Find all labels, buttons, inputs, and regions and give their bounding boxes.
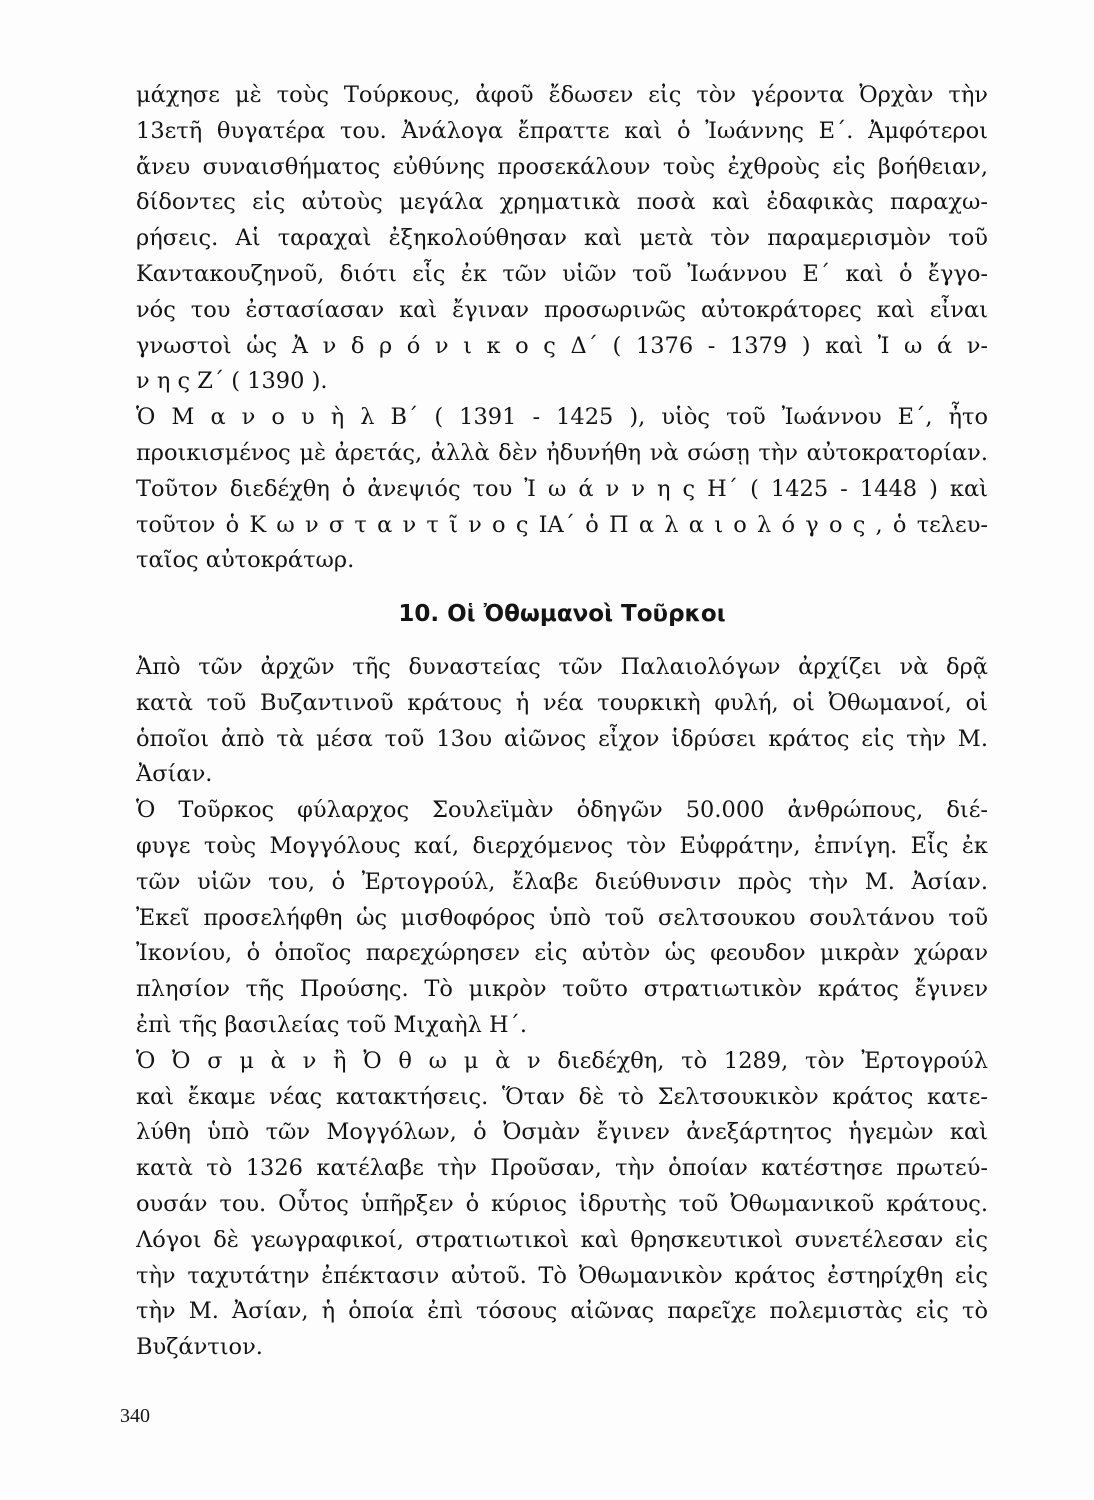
text-line: Βυζάντιον. — [136, 1334, 263, 1361]
text-line: ρήσεις. Αἱ ταραχαὶ ἐξηκολούθησαν καὶ μετὰ τὸν παραμερισμὸν τοῦ — [136, 225, 988, 252]
text-line: καὶ ἔκαμε νέας κατακτήσεις. Ὅταν δὲ τὸ Σελτσουκικὸν κράτος κατε- — [136, 1083, 988, 1110]
text-line: κατὰ τὸ 1326 κατέλαβε τὴν Προῦσαν, τὴν ὁποίαν κατέστησε πρωτεύ- — [136, 1155, 988, 1182]
text-line: Καντακουζηνοῦ, διότι εἷς ἐκ τῶν υἱῶν τοῦ Ἰωάννου Ε΄ καὶ ὁ ἔγγο- — [136, 260, 988, 287]
text-line: Ὁ Τοῦρκος φύλαρχος Σουλεϊμὰν ὁδηγῶν 50.000 ἀνθρώπους, διέ- — [136, 797, 988, 824]
text-line: Ὁ Μ α ν ο υ ὴ λ Β΄ ( 1391 - 1425 ), υἱὸς τοῦ Ἰωάννου Ε΄, ἦτο — [136, 404, 988, 431]
text-line: πλησίον τῆς Προύσης. Τὸ μικρὸν τοῦτο στρατιωτικὸν κράτος ἔγινεν — [136, 976, 988, 1003]
text-line: ταῖος αὐτοκράτωρ. — [136, 547, 355, 574]
text-line: τοῦτον ὁ Κ ω ν σ τ α ν τ ῖ ν ο ς ΙΑ΄ ὁ Π α λ α ι ο λ ό γ ο ς , ὁ τελευ- — [136, 511, 988, 538]
text-line: ν η ς Ζ΄ ( 1390 ). — [136, 368, 328, 395]
text-line: φυγε τοὺς Μογγόλους καί, διερχόμενος τὸν Εὐφράτην, ἐπνίγη. Εἷς ἐκ — [136, 832, 988, 859]
section-heading: 10. Οἱ Ὀθωμανοὶ Τοῦρκοι — [398, 601, 726, 627]
text-line: ουσάν του. Οὗτος ὑπῆρξεν ὁ κύριος ἱδρυτὴς τοῦ Ὀθωμανικοῦ κράτους. — [136, 1190, 988, 1217]
text-line: γνωστοὶ ὡς Ἀ ν δ ρ ό ν ι κ ο ς Δ΄ ( 1376 - 1379 ) καὶ Ἰ ω ά ν- — [136, 332, 988, 359]
text-line: νός του ἐστασίασαν καὶ ἔγιναν προσωρινῶς αὐτοκράτορες καὶ εἶναι — [136, 296, 988, 323]
text-line: ἐπὶ τῆς βασιλείας τοῦ Μιχαὴλ Η΄. — [136, 1011, 528, 1038]
text-line: μάχησε μὲ τοὺς Τούρκους, ἀφοῦ ἔδωσεν εἰς τὸν γέροντα Ὀρχὰν τὴν — [136, 82, 988, 108]
text-line: δίδοντες εἰς αὐτοὺς μεγάλα χρηματικὰ ποσὰ καὶ ἐδαφικὰς παραχω- — [136, 189, 988, 216]
page-number: 340 — [120, 1405, 150, 1427]
paragraph-ottoman-turks — [136, 650, 988, 1366]
text-line: τὴν Μ. Ἀσίαν, ἡ ὁποία ἐπὶ τόσους αἰῶνας παρεῖχε πολεμιστὰς εἰς τὸ — [136, 1298, 988, 1325]
text-line: Ἀσίαν. — [136, 761, 213, 788]
text-line: Ὁ Ὀ σ μ ὰ ν ἢ Ὀ θ ω μ ὰ ν διεδέχθη, τὸ 1289, τὸν Ἐρτογρούλ — [136, 1047, 988, 1074]
text-line: Τοῦτον διεδέχθη ὁ ἀνεψιός του Ἰ ω ά ν ν η ς Η΄ ( 1425 - 1448 ) καὶ — [136, 475, 988, 502]
text-line: κατὰ τοῦ Βυζαντινοῦ κράτους ἡ νέα τουρκικὴ φυλή, οἱ Ὀθωμανοί, οἱ — [136, 689, 988, 716]
text-line: Ἀπὸ τῶν ἀρχῶν τῆς δυναστείας τῶν Παλαιολόγων ἀρχίζει νὰ δρᾷ — [136, 654, 988, 680]
text-line: ἄνευ συναισθήματος εὐθύνης προσεκάλουν τοὺς ἐχθροὺς εἰς βοήθειαν, — [136, 153, 988, 180]
text-line: λύθη ὑπὸ τῶν Μογγόλων, ὁ Ὀσμὰν ἔγινεν ἀνεξάρτητος ἡγεμὼν καὶ — [136, 1119, 988, 1146]
text-line: ὁποῖοι ἀπὸ τὰ μέσα τοῦ 13ου αἰῶνος εἶχον ἱδρύσει κράτος εἰς τὴν Μ. — [136, 725, 988, 752]
text-line: τὴν ταχυτάτην ἐπέκτασιν αὐτοῦ. Τὸ Ὀθωμανικὸν κράτος ἐστηρίχθη εἰς — [136, 1262, 988, 1289]
text-line: προικισμένος μὲ ἀρετάς, ἀλλὰ δὲν ἠδυνήθη νὰ σώσῃ τὴν αὐτοκρατορίαν. — [136, 439, 988, 466]
text-line: Λόγοι δὲ γεωγραφικοί, στρατιωτικοὶ καὶ θρησκευτικοὶ συνετέλεσαν εἰς — [136, 1226, 988, 1253]
text-line: Ἰκονίου, ὁ ὁποῖος παρεχώρησεν εἰς αὐτὸν ὡς φεουδον μικρὰν χώραν — [136, 940, 988, 967]
text-line: Ἐκεῖ προσελήφθη ὡς μισθοφόρος ὑπὸ τοῦ σελτσουκου σουλτάνου τοῦ — [136, 904, 988, 931]
text-line: τῶν υἱῶν του, ὁ Ἐρτογρούλ, ἔλαβε διεύθυνσιν πρὸς τὴν Μ. Ἀσίαν. — [136, 868, 988, 895]
text-line: 13ετῆ θυγατέρα του. Ἀνάλογα ἔπραττε καὶ ὁ Ἰωάννης Ε΄. Ἀμφότεροι — [136, 117, 988, 144]
paragraph-byzantine-emperors — [136, 78, 988, 579]
